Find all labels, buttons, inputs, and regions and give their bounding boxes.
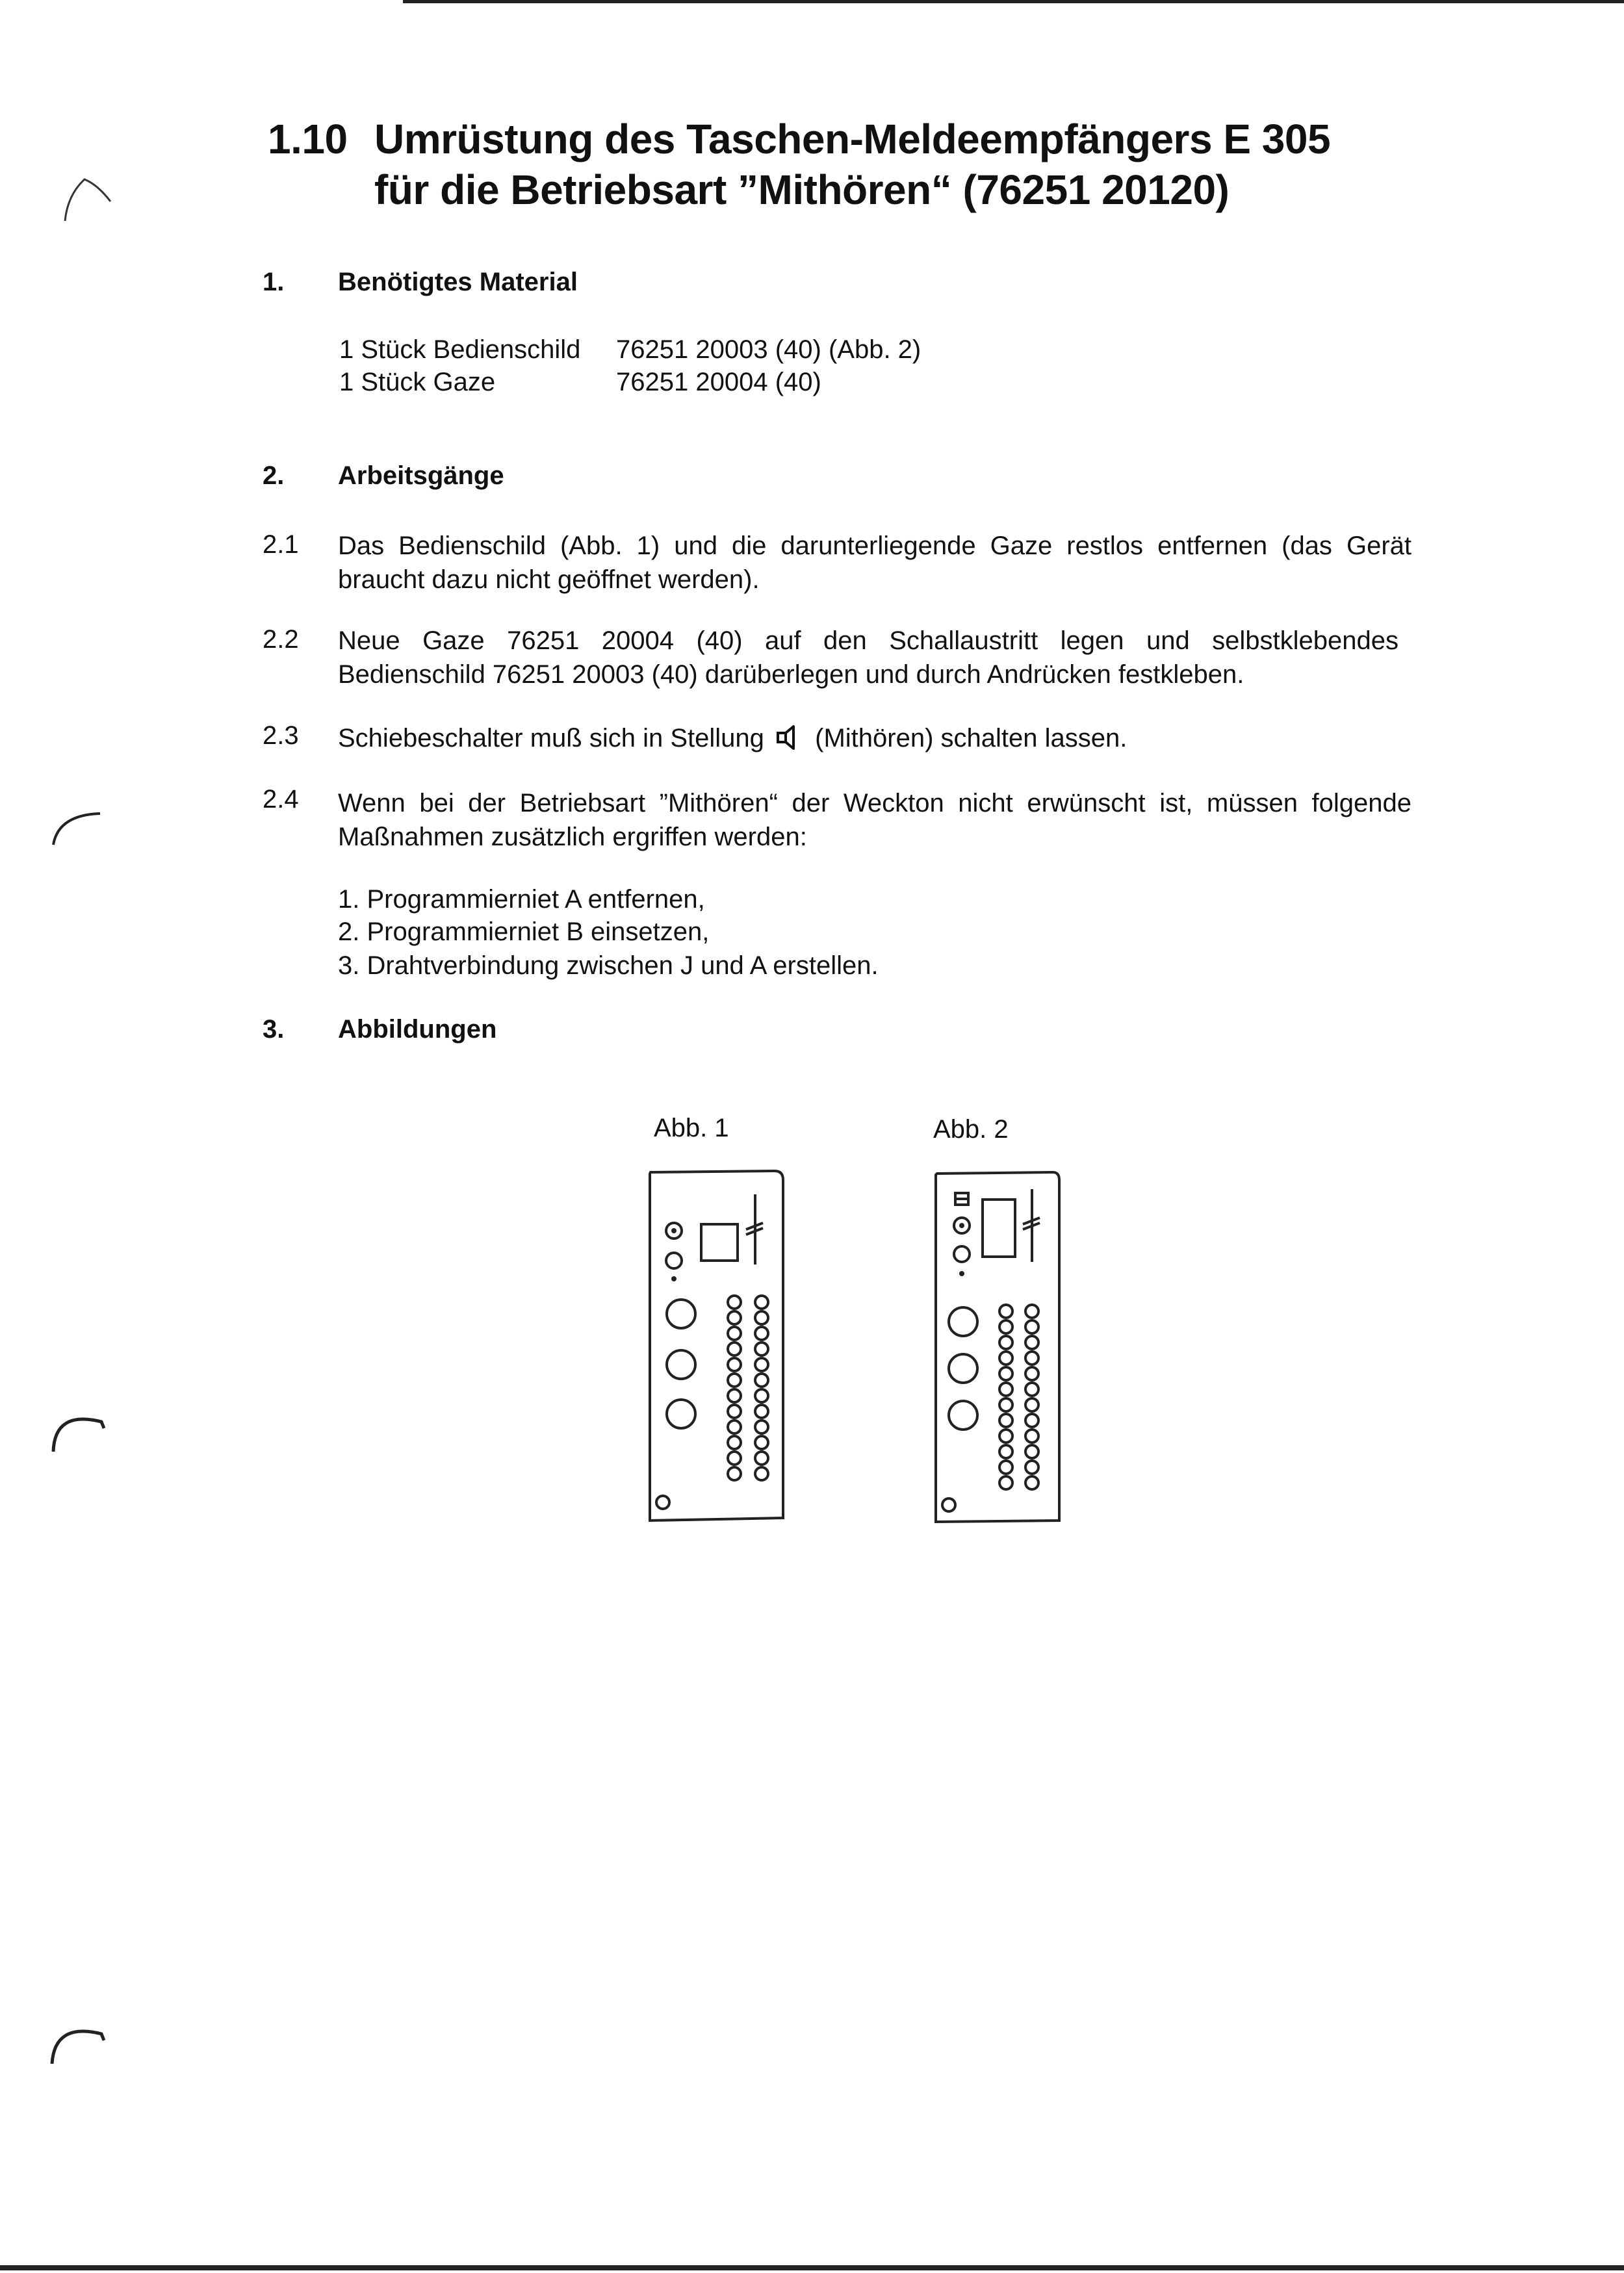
- speaker-grille: [728, 1296, 768, 1480]
- step-text: Neue Gaze 76251 20004 (40) auf den Schallaustritt legen und selbstklebendes Bedienschild 76251 20003 (40) darüberlegen und durch Andrücken festkleben.: [338, 626, 1398, 689]
- section-heading-steps: Arbeitsgänge: [338, 461, 504, 490]
- material-item: Bedienschild: [433, 335, 581, 364]
- page-title-line1: Umrüstung des Taschen-Meldeempfängers E 305: [374, 116, 1331, 162]
- step-text-after: (Mithören) schalten lassen.: [815, 724, 1128, 752]
- figure-label: Abb. 2: [933, 1115, 1009, 1144]
- material-row: [339, 365, 495, 399]
- antenna-mark: [746, 1194, 763, 1265]
- step-text: Wenn bei der Betriebsart ”Mithören“ der Weckton nicht erwünscht ist, müssen folgende Maßnahmen zusätzlich ergriffen werden:: [338, 789, 1411, 851]
- section-heading-material: Benötigtes Material: [338, 268, 578, 296]
- material-note: (Abb. 2): [828, 335, 922, 364]
- list-item: 1. Programmierniet A entfernen,: [338, 885, 705, 914]
- binder-hole-mark: [39, 162, 130, 227]
- section-number: 2.: [263, 461, 285, 490]
- control-buttons: [667, 1300, 695, 1428]
- step-number: 2.4: [263, 785, 299, 814]
- material-qty: 1 Stück: [339, 368, 426, 396]
- list-item: 3. Drahtverbindung zwischen J und A erstellen.: [338, 951, 879, 980]
- material-code: 76251 20003 (40): [616, 335, 821, 364]
- step-text: Das Bedienschild (Abb. 1) und die darunterliegende Gaze restlos entfernen (das Gerät braucht dazu nicht geöffnet werden).: [338, 532, 1411, 594]
- step-number: 2.2: [263, 625, 299, 654]
- material-item: Gaze: [433, 368, 496, 396]
- scan-edge-top: [403, 0, 1624, 3]
- page-title-line2: für die Betriebsart ”Mithören“ (76251 20120): [374, 166, 1230, 213]
- speaker-grille: [999, 1305, 1038, 1489]
- screw-hole: [942, 1498, 955, 1511]
- lamp-icon: [955, 1193, 968, 1205]
- step-text: [338, 721, 1127, 760]
- display-window: [983, 1200, 1015, 1257]
- binder-hole-mark: [39, 1397, 117, 1456]
- binder-hole-mark: [39, 2008, 117, 2066]
- step-number: 2.1: [263, 530, 299, 559]
- section-number: 3.: [263, 1015, 285, 1044]
- display-window: [701, 1224, 738, 1261]
- status-indicators: [666, 1223, 682, 1281]
- title-number: 1.10: [268, 116, 348, 162]
- speaker-icon: [775, 723, 804, 760]
- screw-hole: [656, 1496, 669, 1509]
- step-number: 2.3: [263, 721, 299, 750]
- step-text-before: Schiebeschalter muß sich in Stellung: [338, 724, 764, 752]
- material-code-row: [616, 333, 921, 366]
- material-code: 76251 20004 (40): [616, 368, 821, 396]
- figure-abb2-device-panel: [931, 1170, 1062, 1527]
- section-number: 1.: [263, 268, 285, 296]
- list-item: 2. Programmierniet B einsetzen,: [338, 918, 710, 946]
- control-buttons: [949, 1307, 977, 1430]
- status-indicators: [954, 1193, 970, 1276]
- scan-edge-bottom: [0, 2265, 1624, 2270]
- figure-label: Abb. 1: [654, 1114, 729, 1142]
- material-row: [339, 333, 580, 366]
- antenna-mark: [1023, 1189, 1040, 1262]
- figure-abb1-device-panel: [645, 1167, 792, 1527]
- section-heading-figures: Abbildungen: [338, 1015, 497, 1044]
- material-qty: 1 Stück: [339, 335, 426, 364]
- binder-hole-mark: [39, 793, 117, 851]
